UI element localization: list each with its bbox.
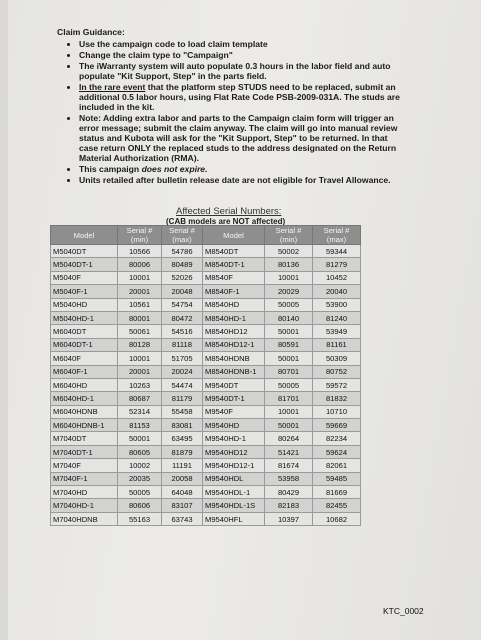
model-cell: M8540DT — [203, 245, 265, 258]
serial-max-cell: 80472 — [162, 311, 203, 324]
serial-min-cell: 10263 — [118, 378, 162, 391]
serial-min-cell: 10001 — [118, 271, 162, 284]
serial-max-cell: 53949 — [313, 325, 361, 338]
model-cell: M7040F — [51, 459, 118, 472]
model-cell: M7040HD — [51, 486, 118, 499]
serial-min-cell: 50005 — [118, 486, 162, 499]
serial-min-cell: 80006 — [118, 258, 162, 271]
column-header: Model — [51, 226, 118, 245]
model-cell: M9540HD12-1 — [203, 459, 265, 472]
serial-min-cell: 20001 — [118, 365, 162, 378]
serial-min-cell: 81153 — [118, 419, 162, 432]
serial-min-cell: 82183 — [265, 499, 313, 512]
serial-max-cell: 59669 — [313, 419, 361, 432]
serial-max-cell: 59344 — [313, 245, 361, 258]
model-cell: M7040DT — [51, 432, 118, 445]
serial-min-cell: 50005 — [265, 378, 313, 391]
table-row — [51, 472, 361, 485]
serial-max-cell: 83081 — [162, 419, 203, 432]
serial-min-cell: 55163 — [118, 512, 162, 525]
guidance-text: that the platform step STUDS need to be replaced, submit an additional 0.5 labor hours, using Flat Rate Code PSB-2009-031A. The studs are included in the kit. — [79, 81, 400, 112]
serial-max-cell: 50309 — [313, 352, 361, 365]
serial-max-cell: 54516 — [162, 325, 203, 338]
table-row — [51, 459, 361, 472]
serial-min-cell: 10001 — [265, 271, 313, 284]
model-cell: M6040F-1 — [51, 365, 118, 378]
serial-min-cell: 80140 — [265, 311, 313, 324]
serial-max-cell: 81118 — [162, 338, 203, 351]
table-row — [51, 245, 361, 258]
table-row — [51, 365, 361, 378]
serial-min-cell: 10002 — [118, 459, 162, 472]
model-cell: M9540DT — [203, 378, 265, 391]
model-cell: M7040HDNB — [51, 512, 118, 525]
serial-min-cell: 10566 — [118, 245, 162, 258]
serial-numbers-table — [50, 225, 361, 526]
serial-max-cell: 63495 — [162, 432, 203, 445]
claim-guidance-heading: Claim Guidance: — [57, 27, 125, 37]
serial-numbers-title: Affected Serial Numbers: — [176, 206, 282, 217]
model-cell: M9540HFL — [203, 512, 265, 525]
model-cell: M7040HD-1 — [51, 499, 118, 512]
model-cell: M8540HD12 — [203, 325, 265, 338]
model-cell: M6040HD-1 — [51, 392, 118, 405]
serial-max-cell: 20048 — [162, 285, 203, 298]
model-cell: M8540HDNB — [203, 352, 265, 365]
column-header: Model — [203, 226, 265, 245]
table-row — [51, 499, 361, 512]
model-cell: M5040DT-1 — [51, 258, 118, 271]
document-code: KTC_0002 — [383, 606, 424, 616]
guidance-bullet — [79, 113, 407, 164]
table-row — [51, 258, 361, 271]
table-row — [51, 338, 361, 351]
model-cell: M9540HDL-1 — [203, 486, 265, 499]
serial-min-cell: 50001 — [265, 352, 313, 365]
model-cell: M9540HD12 — [203, 445, 265, 458]
model-cell: M5040F-1 — [51, 285, 118, 298]
serial-min-cell: 80264 — [265, 432, 313, 445]
model-cell: M9540HD — [203, 419, 265, 432]
serial-max-cell: 20024 — [162, 365, 203, 378]
serial-min-cell: 10001 — [265, 405, 313, 418]
serial-min-cell: 50002 — [265, 245, 313, 258]
guidance-bullet — [79, 50, 407, 60]
table-row — [51, 512, 361, 525]
serial-min-cell: 80591 — [265, 338, 313, 351]
serial-numbers-subtitle: (CAB models are NOT affected) — [166, 217, 286, 226]
model-cell: M9540HDL-1S — [203, 499, 265, 512]
model-cell: M5040F — [51, 271, 118, 284]
model-cell: M9540F — [203, 405, 265, 418]
guidance-text: does not expire. — [141, 164, 208, 175]
serial-max-cell: 52026 — [162, 271, 203, 284]
serial-min-cell: 50005 — [265, 298, 313, 311]
serial-max-cell: 81879 — [162, 445, 203, 458]
table-row — [51, 352, 361, 365]
table-row — [51, 378, 361, 391]
serial-max-cell: 54474 — [162, 378, 203, 391]
serial-min-cell: 80701 — [265, 365, 313, 378]
guidance-text: Units retailed after bulletin release date are not eligible for Travel Allowance. — [79, 174, 391, 185]
serial-min-cell: 52314 — [118, 405, 162, 418]
table-row — [51, 419, 361, 432]
table-row — [51, 311, 361, 324]
table-row — [51, 405, 361, 418]
model-cell: M5040DT — [51, 245, 118, 258]
serial-max-cell: 20040 — [313, 285, 361, 298]
guidance-text: This campaign — [79, 164, 142, 175]
table-row — [51, 432, 361, 445]
serial-max-cell: 81669 — [313, 486, 361, 499]
serial-max-cell: 81832 — [313, 392, 361, 405]
model-cell: M8540F-1 — [203, 285, 265, 298]
claim-guidance-list — [57, 39, 407, 185]
model-cell: M8540HD — [203, 298, 265, 311]
serial-max-cell: 54786 — [162, 245, 203, 258]
serial-min-cell: 80001 — [118, 311, 162, 324]
table-row — [51, 486, 361, 499]
serial-max-cell: 81161 — [313, 338, 361, 351]
model-cell: M8540HDNB-1 — [203, 365, 265, 378]
model-cell: M8540HD12-1 — [203, 338, 265, 351]
guidance-text: In the rare event — [79, 81, 146, 92]
serial-max-cell: 81179 — [162, 392, 203, 405]
table-header-row — [51, 226, 361, 245]
guidance-bullet — [79, 164, 407, 174]
column-header: Serial # (max) — [162, 226, 203, 245]
model-cell: M5040HD — [51, 298, 118, 311]
serial-max-cell: 83107 — [162, 499, 203, 512]
serial-min-cell: 50001 — [265, 325, 313, 338]
serial-min-cell: 80606 — [118, 499, 162, 512]
model-cell: M6040HD — [51, 378, 118, 391]
serial-min-cell: 50061 — [118, 325, 162, 338]
column-header: Serial # (max) — [313, 226, 361, 245]
table-row — [51, 392, 361, 405]
column-header: Serial # (min) — [118, 226, 162, 245]
model-cell: M8540F — [203, 271, 265, 284]
serial-max-cell: 81279 — [313, 258, 361, 271]
claim-guidance-section — [57, 27, 407, 186]
table-row — [51, 285, 361, 298]
serial-max-cell: 11191 — [162, 459, 203, 472]
serial-min-cell: 10001 — [118, 352, 162, 365]
serial-max-cell: 81240 — [313, 311, 361, 324]
serial-max-cell: 82061 — [313, 459, 361, 472]
serial-min-cell: 81701 — [265, 392, 313, 405]
column-header: Serial # (min) — [265, 226, 313, 245]
guidance-text: The iWarranty system will auto populate 0.3 hours in the labor field and auto populate "Kit Support, Step" in the parts field. — [79, 60, 391, 81]
serial-max-cell: 54754 — [162, 298, 203, 311]
serial-max-cell: 82455 — [313, 499, 361, 512]
serial-min-cell: 50001 — [265, 419, 313, 432]
serial-max-cell: 82234 — [313, 432, 361, 445]
table-row — [51, 298, 361, 311]
serial-min-cell: 53958 — [265, 472, 313, 485]
model-cell: M5040HD-1 — [51, 311, 118, 324]
model-cell: M8540DT-1 — [203, 258, 265, 271]
model-cell: M7040DT-1 — [51, 445, 118, 458]
guidance-bullet — [79, 175, 407, 185]
guidance-text: Change the claim type to "Campaign" — [79, 49, 233, 60]
model-cell: M6040HDNB — [51, 405, 118, 418]
table-row — [51, 271, 361, 284]
model-cell: M6040HDNB-1 — [51, 419, 118, 432]
guidance-bullet — [79, 61, 407, 81]
serial-min-cell: 20035 — [118, 472, 162, 485]
serial-max-cell: 59485 — [313, 472, 361, 485]
serial-max-cell: 59572 — [313, 378, 361, 391]
model-cell: M7040F-1 — [51, 472, 118, 485]
serial-max-cell: 80489 — [162, 258, 203, 271]
model-cell: M9540HD-1 — [203, 432, 265, 445]
serial-min-cell: 50001 — [118, 432, 162, 445]
guidance-text: Use the campaign code to load claim template — [79, 39, 268, 50]
serial-max-cell: 10452 — [313, 271, 361, 284]
table-body — [51, 245, 361, 526]
serial-max-cell: 10710 — [313, 405, 361, 418]
guidance-bullet — [79, 82, 407, 113]
serial-max-cell: 51705 — [162, 352, 203, 365]
serial-min-cell: 81674 — [265, 459, 313, 472]
model-cell: M6040DT-1 — [51, 338, 118, 351]
serial-min-cell: 80605 — [118, 445, 162, 458]
guidance-bullet — [79, 39, 407, 49]
model-cell: M9540DT-1 — [203, 392, 265, 405]
serial-min-cell: 20001 — [118, 285, 162, 298]
serial-min-cell: 80429 — [265, 486, 313, 499]
serial-min-cell: 80128 — [118, 338, 162, 351]
serial-min-cell: 10397 — [265, 512, 313, 525]
table-row — [51, 325, 361, 338]
model-cell: M6040F — [51, 352, 118, 365]
serial-min-cell: 20029 — [265, 285, 313, 298]
serial-min-cell: 51421 — [265, 445, 313, 458]
model-cell: M6040DT — [51, 325, 118, 338]
model-cell: M8540HD-1 — [203, 311, 265, 324]
serial-max-cell: 55458 — [162, 405, 203, 418]
model-cell: M9540HDL — [203, 472, 265, 485]
serial-max-cell: 80752 — [313, 365, 361, 378]
serial-min-cell: 10561 — [118, 298, 162, 311]
serial-max-cell: 64048 — [162, 486, 203, 499]
serial-max-cell: 53900 — [313, 298, 361, 311]
serial-max-cell: 63743 — [162, 512, 203, 525]
table-row — [51, 445, 361, 458]
serial-max-cell: 59624 — [313, 445, 361, 458]
guidance-text: Note: Adding extra labor and parts to the Campaign claim form will trigger an error message; submit the claim anyway. The claim will go into manual review status and Kubota will ask for the "Kit Support, Step" to be returned. In that case return ONLY the replaced studs to the address designated on the Return Material Authorization (RMA). — [79, 112, 398, 164]
serial-min-cell: 80687 — [118, 392, 162, 405]
serial-max-cell: 20058 — [162, 472, 203, 485]
serial-max-cell: 10682 — [313, 512, 361, 525]
serial-min-cell: 80136 — [265, 258, 313, 271]
